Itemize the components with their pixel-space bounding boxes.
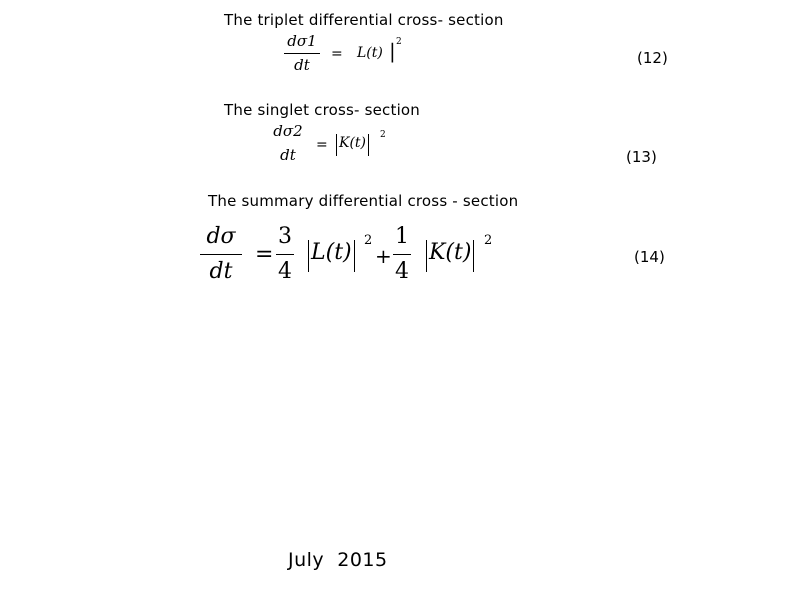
eq14-coef2-bar	[393, 254, 411, 255]
eq14-term2: K(t)	[429, 240, 472, 265]
eq14-abs-2	[426, 240, 474, 272]
eq14-numerator: dσ	[206, 224, 236, 249]
eq12-numerator: dσ1	[287, 32, 317, 50]
eq14-coef1	[276, 226, 294, 283]
eq13-equals: =	[316, 137, 328, 153]
eq14-plus: +	[375, 244, 392, 268]
eq12-power: 2	[396, 37, 402, 47]
eq13-fraction	[270, 124, 306, 163]
eq14-denominator: dt	[209, 259, 233, 284]
eq12-denominator: dt	[294, 56, 310, 74]
eq14-fraction-bar	[200, 254, 242, 255]
eq14-abs-1	[308, 240, 355, 272]
eq14-coef2	[393, 226, 411, 283]
eq13-number: (13)	[626, 148, 657, 166]
eq12-fraction-bar	[284, 53, 320, 54]
eq13-rhs: K(t)	[339, 135, 367, 151]
eq14-equals: =	[255, 242, 274, 267]
eq12-rhs: L(t)	[357, 45, 383, 61]
eq14-coef2-num: 1	[395, 224, 409, 249]
eq14-number: (14)	[634, 248, 665, 266]
heading-singlet: The singlet cross- section	[224, 101, 421, 119]
heading-triplet: The triplet differential cross- section	[224, 11, 504, 29]
eq13-power: 2	[380, 130, 386, 140]
eq14-coef1-bar	[276, 254, 294, 255]
eq14-term1: L(t)	[311, 240, 352, 265]
eq13-abs	[336, 134, 369, 156]
eq12-fraction	[284, 34, 320, 73]
footer-date: July 2015	[288, 549, 388, 571]
eq12-bar: |	[389, 39, 396, 63]
eq14-fraction	[200, 226, 242, 283]
eq13-denominator: dt	[280, 146, 296, 164]
eq14-power2: 2	[484, 233, 493, 248]
eq13-numerator: dσ2	[273, 122, 303, 140]
eq14-coef2-den: 4	[395, 259, 409, 284]
eq12-equals: =	[331, 46, 343, 62]
eq14-power1: 2	[364, 233, 373, 248]
eq14-coef1-num: 3	[278, 224, 292, 249]
eq12-number: (12)	[637, 49, 668, 67]
heading-summary: The summary differential cross - section	[208, 192, 519, 210]
eq14-coef1-den: 4	[278, 259, 292, 284]
